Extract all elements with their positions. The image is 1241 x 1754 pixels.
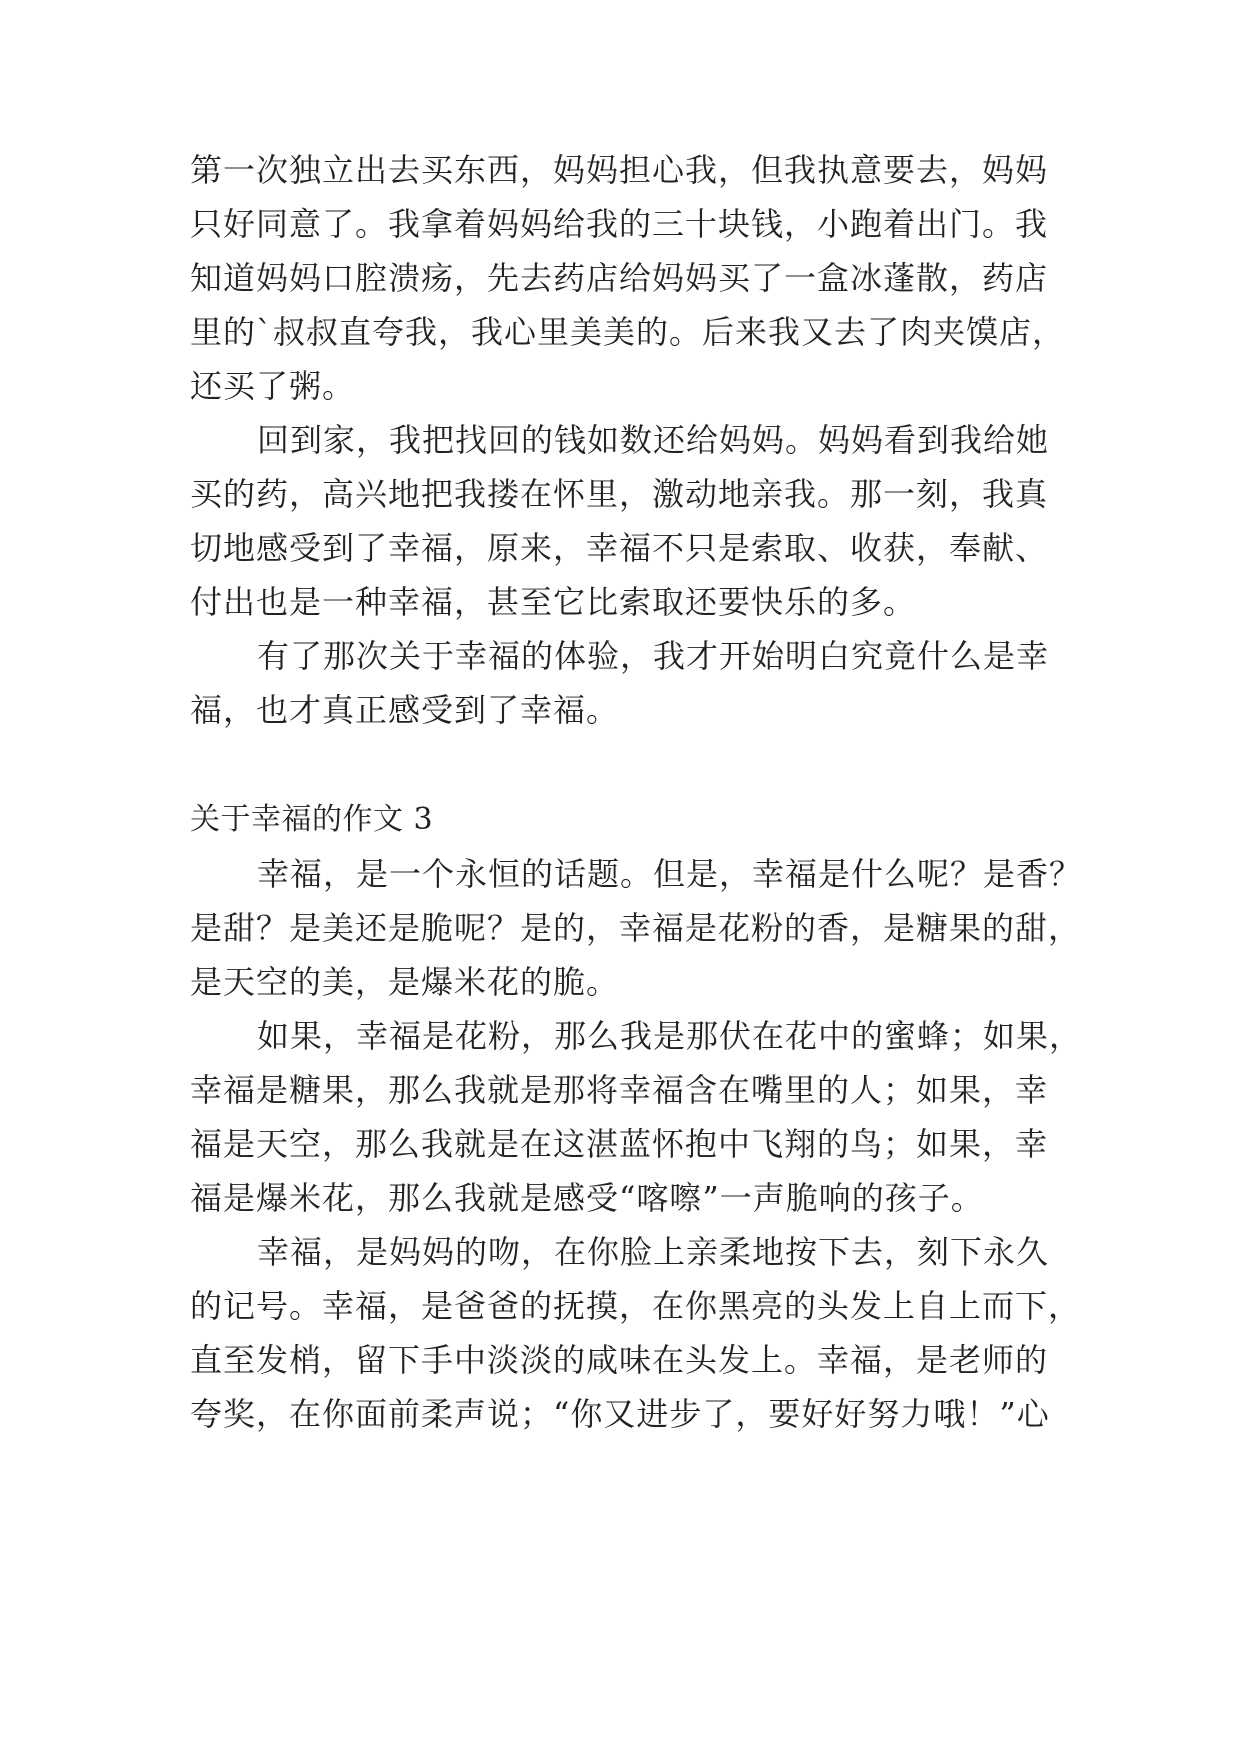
text-line: 夸奖，在你面前柔声说；“你又进步了，要好好努力哦！”心 [190, 1395, 1050, 1433]
text-line: 福是爆米花，那么我就是感受“喀嚓”一声脆响的孩子。 [190, 1179, 984, 1217]
text-line: 幸福是糖果，那么我就是那将幸福含在嘴里的人；如果，幸 [190, 1071, 1049, 1109]
text-line: 是甜？是美还是脆呢？是的，幸福是花粉的香，是糖果的甜， [190, 909, 1082, 947]
text-line: 的记号。幸福，是爸爸的抚摸，在你黑亮的头发上自上而下， [190, 1287, 1082, 1325]
text-line: 如果，幸福是花粉，那么我是那伏在花中的蜜蜂；如果， [257, 1017, 1083, 1055]
section-heading: 关于幸福的作文 3 [190, 802, 434, 837]
text-line: 直至发梢，留下手中淡淡的咸味在头发上。幸福，是老师的 [190, 1341, 1049, 1379]
text-line: 福，也才真正感受到了幸福。 [190, 691, 620, 729]
text-line: 第一次独立出去买东西，妈妈担心我，但我执意要去，妈妈 [190, 151, 1049, 189]
text-line: 知道妈妈口腔溃疡，先去药店给妈妈买了一盒冰蓬散，药店 [190, 259, 1049, 297]
text-line: 幸福，是一个永恒的话题。但是，幸福是什么呢？是香？ [257, 855, 1083, 893]
text-line: 福是天空，那么我就是在这湛蓝怀抱中飞翔的鸟；如果，幸 [190, 1125, 1049, 1163]
text-line: 里的`叔叔直夸我，我心里美美的。后来我又去了肉夹馍店， [190, 313, 1066, 351]
text-line: 是天空的美，是爆米花的脆。 [190, 963, 620, 1001]
text-line: 幸福，是妈妈的吻，在你脸上亲柔地按下去，刻下永久 [257, 1233, 1050, 1271]
text-line: 只好同意了。我拿着妈妈给我的三十块钱，小跑着出门。我 [190, 205, 1049, 243]
text-line: 切地感受到了幸福，原来，幸福不只是索取、收获，奉献、 [190, 529, 1049, 567]
text-line: 买的药，高兴地把我搂在怀里，激动地亲我。那一刻，我真 [190, 475, 1049, 513]
text-line: 还买了粥。 [190, 367, 356, 405]
text-line: 回到家，我把找回的钱如数还给妈妈。妈妈看到我给她 [257, 421, 1050, 459]
text-line: 付出也是一种幸福，甚至它比索取还要快乐的多。 [190, 583, 917, 621]
text-line: 有了那次关于幸福的体验，我才开始明白究竟什么是幸 [257, 637, 1050, 675]
